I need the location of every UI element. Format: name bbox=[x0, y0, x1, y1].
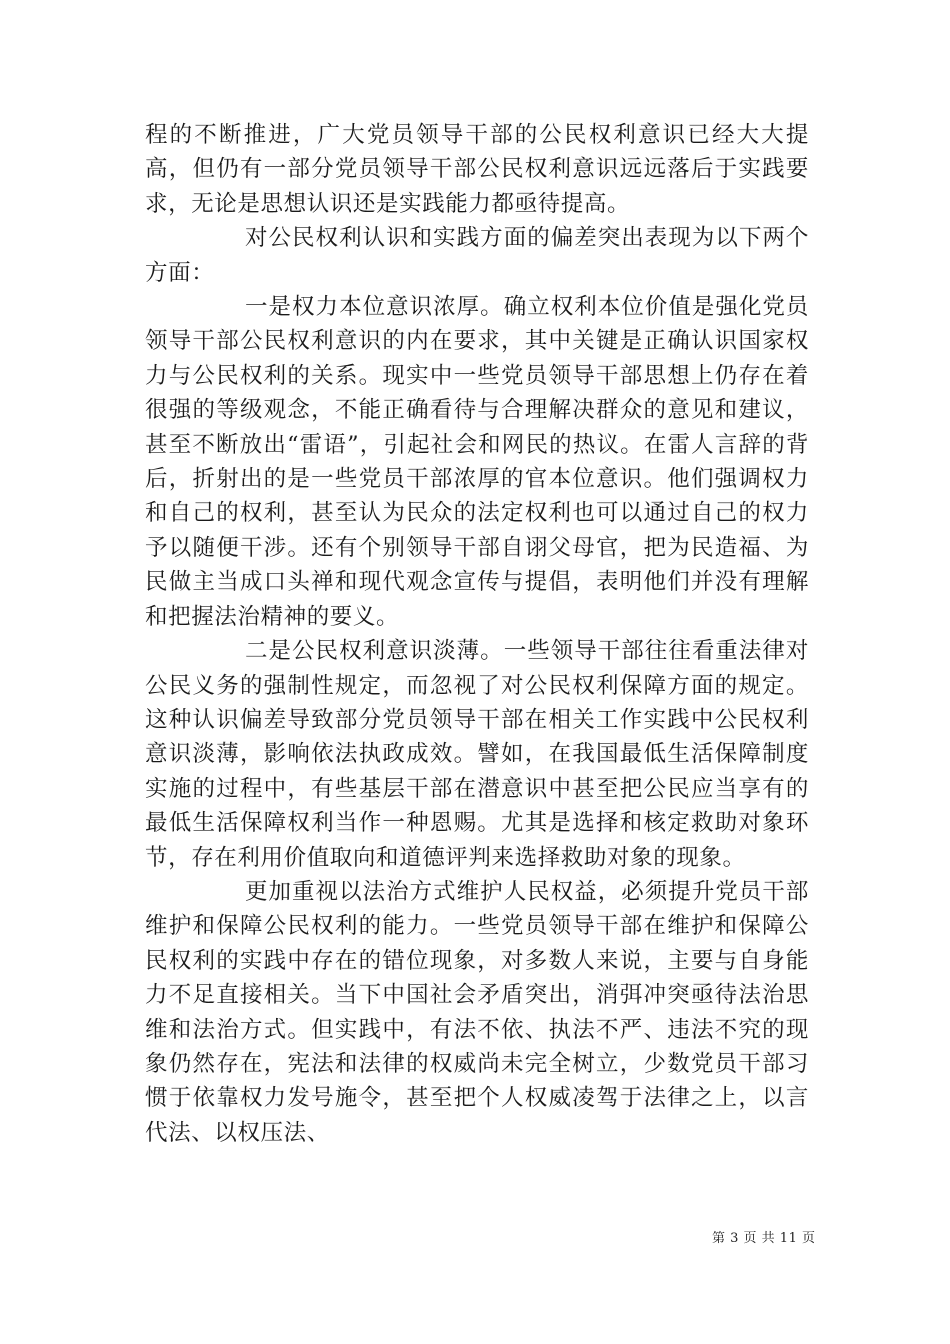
paragraph-point-one: 一是权力本位意识浓厚。确立权利本位价值是强化党员领导干部公民权利意识的内在要求，其中关键是正确认识国家权力与公民权利的关系。现实中一些党员领导干部思想上仍存在着很强的等级观念，不能正确看待与合理解决群众的意见和建议，甚至不断放出“雷语”，引起社会和网民的热议。在雷人言辞的背后，折射出的是一些党员干部浓厚的官本位意识。他们强调权力和自己的权利，甚至认为民众的法定权利也可以通过自己的权力予以随便干涉。还有个别领导干部自诩父母官，把为民造福、为民做主当成口头禅和现代观念宣传与提倡，表明他们并没有理解和把握法治精神的要义。 bbox=[145, 294, 809, 630]
paragraph-continuation: 程的不断推进，广大党员领导干部的公民权利意识已经大大提高，但仍有一部分党员领导干部公民权利意识远远落后于实践要求，无论是思想认识还是实践能力都亟待提高。 bbox=[145, 122, 809, 217]
paragraph-capability: 更加重视以法治方式维护人民权益，必须提升党员干部维护和保障公民权利的能力。一些党员领导干部在维护和保障公民权利的实践中存在的错位现象，对多数人来说，主要与自身能力不足直接相关。当下中国社会矛盾突出，消弭冲突亟待法治思维和法治方式。但实践中，有法不依、执法不严、违法不究的现象仍然存在，宪法和法律的权威尚未完全树立，少数党员干部习惯于依靠权力发号施令，甚至把个人权威凌驾于法律之上，以言代法、以权压法、 bbox=[145, 878, 809, 1146]
paragraph-intro: 对公民权利认识和实践方面的偏差突出表现为以下两个方面： bbox=[145, 225, 809, 286]
body-text bbox=[145, 118, 809, 1150]
paragraph-point-two: 二是公民权利意识淡薄。一些领导干部往往看重法律对公民义务的强制性规定，而忽视了对公民权利保障方面的规定。这种认识偏差导致部分党员领导干部在相关工作实践中公民权利意识淡薄，影响依法执政成效。譬如，在我国最低生活保障制度实施的过程中，有些基层干部在潜意识中甚至把公民应当享有的最低生活保障权利当作一种恩赐。尤其是选择和核定救助对象环节，存在利用价值取向和道德评判来选择救助对象的现象。 bbox=[145, 638, 809, 871]
page-number-footer: 第 3 页 共 11 页 bbox=[712, 1231, 816, 1246]
